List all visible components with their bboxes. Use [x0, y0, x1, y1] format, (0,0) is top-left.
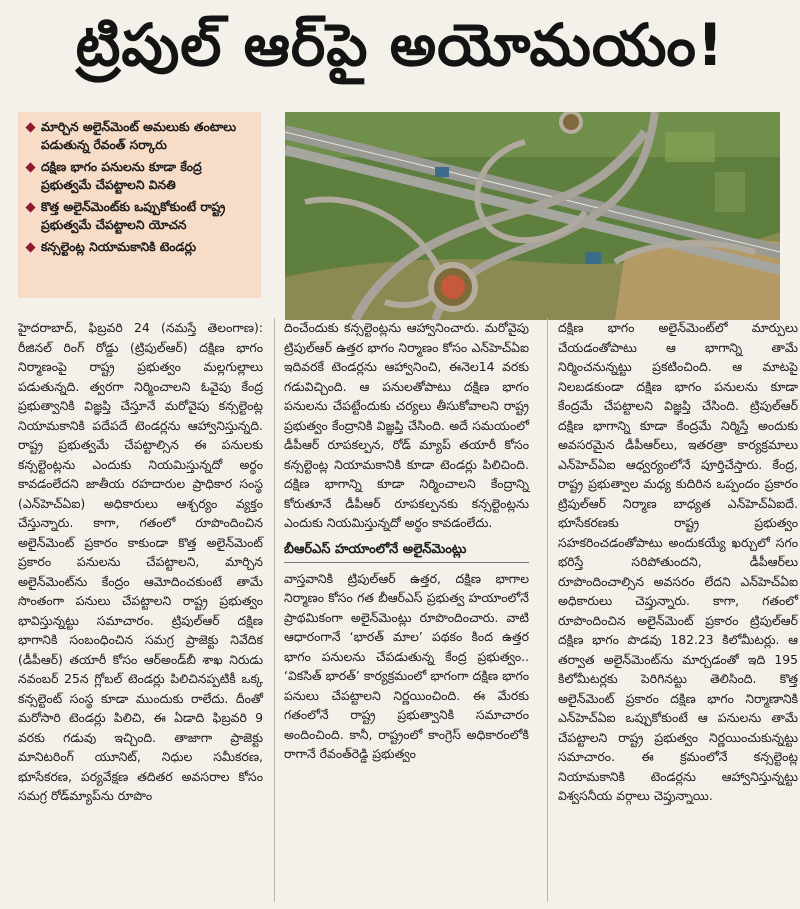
- highlight-text: మార్చిన అలైన్‌మెంట్ అమలుకు తంటాలు పడుతున్న రేవంత్ సర్కారు: [41, 120, 237, 152]
- headline: ట్రిపుల్ ఆర్‌పై అయోమయం!: [75, 10, 725, 79]
- highlight-item: [26, 198, 253, 234]
- interchange-aerial-illustration: [285, 112, 780, 320]
- diamond-bullet-icon: [25, 202, 35, 212]
- column-1: [18, 318, 263, 806]
- highlight-text: దక్షిణ భాగం పనులను కూడా కేంద్ర ప్రభుత్వమే చేపట్టాలని వినతి: [41, 160, 202, 192]
- article-body: [18, 318, 798, 902]
- column-divider: [274, 318, 275, 902]
- subheading: బీఆర్‌ఎస్ హయాంలోనే అలైన్‌మెంట్లు: [284, 539, 529, 563]
- interchange-aerial-photo: [285, 112, 780, 320]
- highlight-item: [26, 158, 253, 194]
- highlight-item: [26, 238, 253, 256]
- highlight-text: కొత్త అలైన్‌మెంట్‌కు ఒప్పుకోకుంటే రాష్ట్ర ప్రభుత్వమే చేపట్టాలని యోచన: [41, 200, 226, 232]
- paragraph: దించేందుకు కన్సల్టెంట్లను ఆహ్వానించారు. మరోవైపు ట్రిపుల్‌ఆర్ ఉత్తర భాగం నిర్మాణం కోసం ఎన్‌హెచ్‌ఏఐ ఇదివరకే టెండర్లను ఆహ్వానించి, ఈనెల14 వరకు గడువిచ్చింది. ఆ పనులతోపాటు దక్షిణ భాగం పనులను చేపట్టేందుకు చర్యలు తీసుకోవాలని రాష్ట్ర ప్రభుత్వం కేంద్రానికి విజ్ఞప్తి చేసింది. అదే సమయంలో డీపీఆర్ రూపకల్పన, రోడ్ మ్యాప్ తయారీ కోసం కన్సల్టెంట్ల నియామకానికి కూడా టెండర్లు పిలిచింది. దక్షిణ భాగాన్ని కూడా నిర్మించాలని కేంద్రాన్ని కోరుతూనే డీపీఆర్ రూపకల్పనకు కన్సల్టెంట్లను ఎందుకు నియమిస్తున్నదో అర్థం కావడంలేదు.: [284, 320, 529, 530]
- column-2: [284, 318, 529, 764]
- highlight-item: [26, 118, 253, 154]
- diamond-bullet-icon: [25, 162, 35, 172]
- diamond-bullet-icon: [25, 242, 35, 252]
- column-3: [558, 318, 798, 806]
- paragraph: హైదరాబాద్, ఫిబ్రవరి 24 (నమస్తే తెలంగాణ): రీజినల్ రింగ్ రోడ్డు (ట్రిపుల్‌ఆర్) దక్షిణ భాగం నిర్మాణంపై రాష్ట్ర ప్రభుత్వం మల్లగుల్లాలు పడుతున్నది. త్వరగా నిర్మించాలని ఓవైపు కేంద్ర ప్రభుత్వానికి విజ్ఞప్తి చేస్తూనే మరోవైపు కన్సల్టెంట్ల నియామకానికి పదేపదే టెండర్లను ఆహ్వానిస్తున్నది. రాష్ట్ర ప్రభుత్వమే చేపట్టాల్సిన ఈ పనులకు కన్సల్టెంట్లను ఎందుకు నియమిస్తున్నదో అర్థం కావడంలేదని జాతీయ రహదారుల ప్రాధికార సంస్థ (ఎన్‌హెచ్‌ఏఐ) అధికారులు ఆశ్చర్యం వ్యక్తం చేస్తున్నారు. కాగా, గతంలో రూపొందించిన అలైన్‌మెంట్ ప్రకారం కాకుండా కొత్త అలైన్‌మెంట్ ప్రకారం పనులను చేపట్టాలని, మార్చిన అలైన్‌మెంట్‌ను కేంద్రం ఆమోదించకుంటే తామే సొంతంగా పనులు చేపట్టాలని రాష్ట్ర ప్రభుత్వం భావిస్తున్నట్టు సమాచారం. ట్రిపుల్‌ఆర్ దక్షిణ భాగానికి సంబంధించిన సమగ్ర ప్రాజెక్టు నివేదిక (డీపీఆర్) తయారీ కోసం ఆర్‌అండ్‌బీ శాఖ నిరుడు నవంబర్ 25న గ్లోబల్ టెండర్లు పిలిచినప్పటికీ ఒక్క కన్సల్టెంట్ సంస్థ కూడా ముందుకు రాలేదు. దీంతో మరోసారి టెండర్లు పిలిచి, ఈ ఏడాది ఫిబ్రవరి 9 వరకు గడువు ఇచ్చింది. తాజాగా ప్రాజెక్టు మానిటరింగ్ యూనిట్, నిధుల సమీకరణ, భూసేకరణ, పర్యవేక్షణ తదితర అవసరాల కోసం సమగ్ర రోడ్‌మ్యాప్‌ను రూపొం: [18, 320, 263, 803]
- highlight-text: కన్సల్టెంట్ల నియామకానికి టెండర్లు: [41, 240, 197, 254]
- column-divider: [547, 318, 548, 902]
- paragraph: దక్షిణ భాగం అలైన్‌మెంట్‌లో మార్పులు చేయడంతోపాటు ఆ భాగాన్ని తామే నిర్మించనున్నట్టు ప్రకటించింది. ఆ మాటపై నిలబడకుండా దక్షిణ భాగం పనులను కూడా కేంద్రమే చేపట్టాలని విజ్ఞప్తి చేసింది. ట్రిపుల్‌ఆర్ దక్షిణ భాగాన్ని కూడా కేంద్రమే నిర్మిస్తే అందుకు అవసరమైన డీపీఆర్‌లు, ఇతరత్రా కార్యక్రమాలు ఎన్‌హెచ్‌ఏఐ ఆధ్వర్యంలోనే పూర్తిచేస్తారు. కేంద్ర, రాష్ట్ర ప్రభుత్వాల మధ్య కుదిరిన ఒప్పందం ప్రకారం ట్రిపుల్‌ఆర్ నిర్మాణ బాధ్యత ఎన్‌హెచ్‌ఏఐదే. భూసేకరణకు రాష్ట్ర ప్రభుత్వం సహకరించడంతోపాటు అందుకయ్యే ఖర్చులో సగం భరిస్తే సరిపోతుందని, డీపీఆర్‌లు రూపొందించాల్సిన అవసరం లేదని ఎన్‌హెచ్‌ఏఐ అధికారులు చెప్తున్నారు. కాగా, గతంలో రూపొందించిన అలైన్‌మెంట్ ప్రకారం ట్రిపుల్‌ఆర్ దక్షిణ భాగం పొడవు 182.23 కిలోమీటర్లు. ఆ తర్వాత అలైన్‌మెంట్‌ను మార్చడంతో ఇది 195 కిలోమీటర్లకు పెరిగినట్టు తెలిసింది. కొత్త అలైన్‌మెంట్ ప్రకారం దక్షిణ భాగం నిర్మాణానికి ఎన్‌హెచ్‌ఏఐ ఒప్పుకోకుంటే ఆ పనులను తామే చేపట్టాలని రాష్ట్ర ప్రభుత్వం నిర్ణయించుకున్నట్టు సమాచారం. ఈ క్రమంలోనే కన్సల్టెంట్ల నియామకానికి టెండర్లను ఆహ్వానిస్తున్నట్టు విశ్వసనీయ వర్గాలు చెప్తున్నాయి.: [558, 320, 798, 803]
- highlights-box: [18, 112, 261, 298]
- paragraph: వాస్తవానికి ట్రిపుల్‌ఆర్ ఉత్తర, దక్షిణ భాగాల నిర్మాణం కోసం గత బీఆర్‌ఎస్ ప్రభుత్వ హయాంలోనే ప్రాథమికంగా అలైన్‌మెంట్లు రూపొందించారు. వాటి ఆధారంగానే ‘భారత్ మాల’ పథకం కింద ఉత్తర భాగం పనులను చేపడుతున్న కేంద్ర ప్రభుత్వం.. ‘వికసిత్ భారత్’ కార్యక్రమంలో భాగంగా దక్షిణ భాగం పనులు చేపట్టాలని నిర్ణయించింది. ఈ మేరకు గతంలోనే రాష్ట్ర ప్రభుత్వానికి సమాచారం అందించింది. కానీ, రాష్ట్రంలో కాంగ్రెస్ అధికారంలోకి రాగానే రేవంత్‌రెడ్డి ప్రభుత్వం: [284, 570, 529, 761]
- diamond-bullet-icon: [25, 122, 35, 132]
